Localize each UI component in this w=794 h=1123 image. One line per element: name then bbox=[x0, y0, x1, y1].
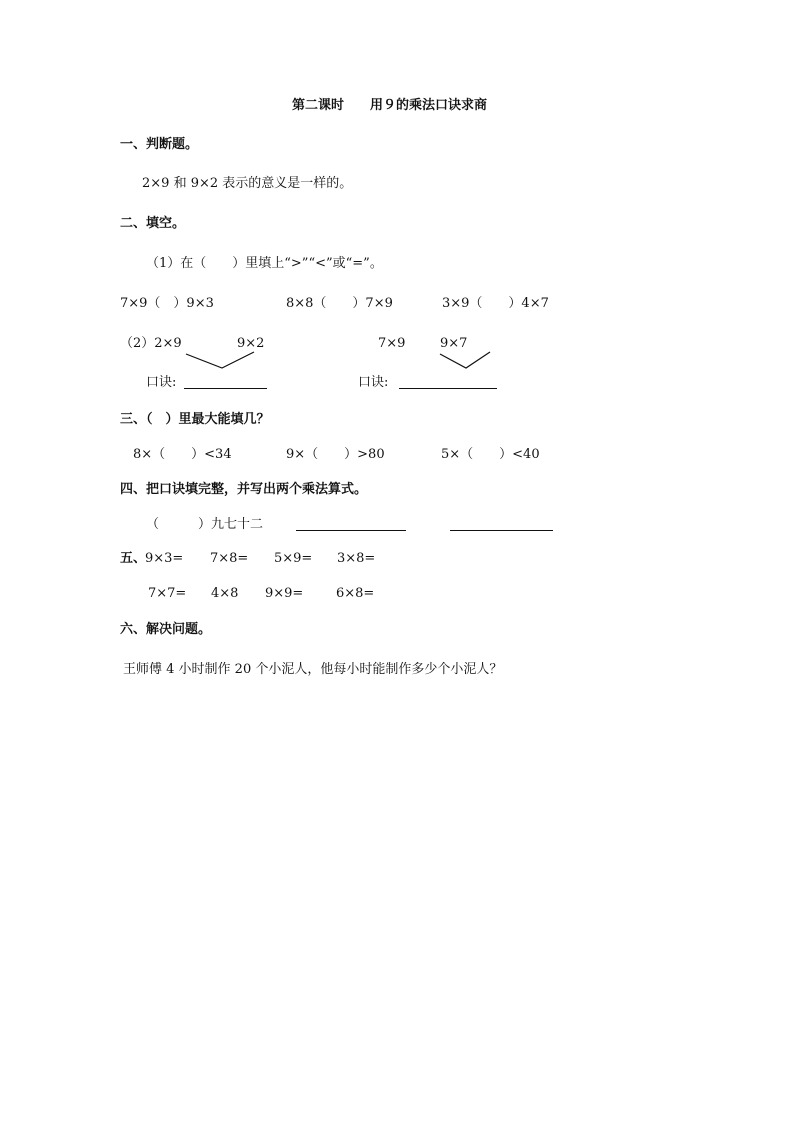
section-1-heading: 一、判断题。 bbox=[120, 137, 199, 152]
section-4-heading: 四、把口诀填完整，并写出两个乘法算式。 bbox=[120, 482, 368, 497]
compare-item-2: 8×8（ ）7×9 bbox=[286, 296, 393, 311]
section-2-heading: 二、填空。 bbox=[120, 216, 186, 231]
section-6-heading: 六、解决问题。 bbox=[120, 622, 212, 637]
judgment-question: 2×9 和 9×2 表示的意义是一样的。 bbox=[142, 176, 353, 191]
pair-b-first: 7×9 bbox=[378, 336, 406, 351]
calc-r1-c2: 7×8= bbox=[210, 551, 249, 566]
page-title: 第二课时 用９的乘法口诀求商 bbox=[292, 98, 488, 113]
pair-a-first: （2）2×9 bbox=[120, 336, 182, 351]
koujue-blank-a[interactable] bbox=[184, 388, 267, 389]
calc-r2-c2: 4×8 bbox=[211, 586, 239, 601]
compare-item-3: 3×9（ ）4×7 bbox=[442, 296, 549, 311]
max-fill-item-3: 5×（ ）<40 bbox=[441, 447, 540, 462]
section-3-heading: 三、（ ）里最大能填几？ bbox=[120, 412, 270, 427]
equation-blank-2[interactable] bbox=[450, 530, 553, 531]
section-5-label: 五、 bbox=[120, 551, 147, 566]
calc-r1-c3: 5×9= bbox=[274, 551, 313, 566]
calc-r2-c1: 7×7= bbox=[148, 586, 187, 601]
pair-a-second: 9×2 bbox=[237, 336, 265, 351]
koujue-label-b: 口诀: bbox=[358, 375, 389, 390]
pair-b-connector bbox=[438, 350, 498, 370]
compare-item-1: 7×9（ ）9×3 bbox=[120, 296, 214, 311]
calc-r2-c4: 6×8= bbox=[336, 586, 375, 601]
word-problem: 王师傅 4 小时制作 20 个小泥人，他每小时能制作多少个小泥人？ bbox=[123, 662, 503, 677]
fill-instruction: （1）在（ ）里填上“>”“<”或“=”。 bbox=[146, 256, 383, 271]
calc-r2-c3: 9×9= bbox=[265, 586, 304, 601]
koujue-fill-item: （ ）九七十二 bbox=[146, 517, 264, 532]
pair-b-second: 9×7 bbox=[440, 336, 468, 351]
calc-r1-c1: 9×3= bbox=[145, 551, 184, 566]
pair-a-connector bbox=[186, 350, 256, 370]
equation-blank-1[interactable] bbox=[296, 530, 406, 531]
koujue-label-a: 口诀: bbox=[146, 375, 177, 390]
calc-r1-c4: 3×8= bbox=[337, 551, 376, 566]
max-fill-item-1: 8×（ ）<34 bbox=[133, 447, 232, 462]
max-fill-item-2: 9×（ ）>80 bbox=[286, 447, 385, 462]
koujue-blank-b[interactable] bbox=[399, 388, 497, 389]
